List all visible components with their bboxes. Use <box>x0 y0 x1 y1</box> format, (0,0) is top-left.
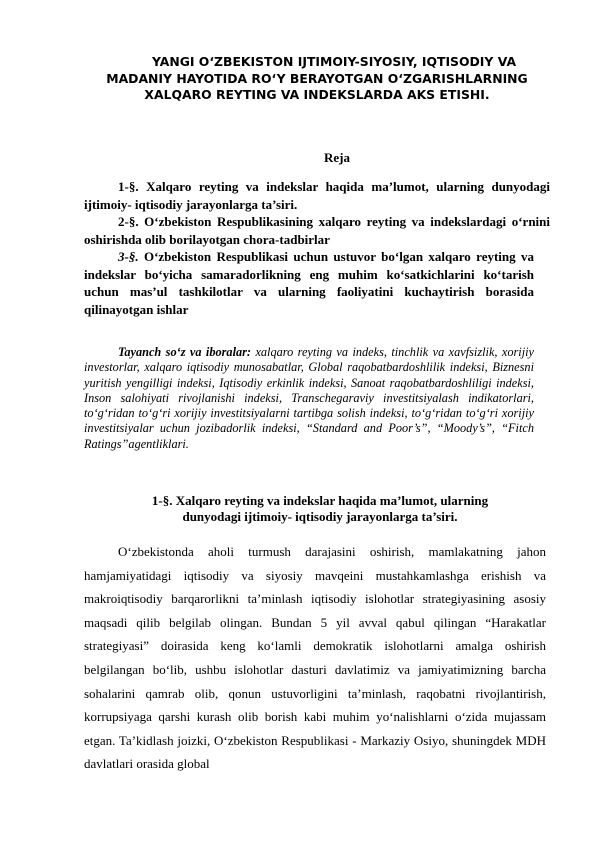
section-heading <box>120 493 520 525</box>
plan-item-3-text: O‘zbekiston Respublikasi uchun ustuvor bo‘lgan xalqaro reyting va indekslar bo‘yicha samaradorlikning eng muhim ko‘satkichlarini ko‘tarish uchun mas’ul tashkilotlar va ularning faoliyatini kuchaytirish borasida qilinayotgan ishlar <box>84 249 534 317</box>
plan-item-2: 2-§. O‘zbekiston Respublikasining xalqaro reyting va indekslardagi o‘rnini oshirishda olib borilayotgan chora-tadbirlar <box>84 214 550 247</box>
plan-list <box>84 178 550 318</box>
plan-item-3-number: 3-§. <box>118 249 139 264</box>
plan-item-1: 1-§. Xalqaro reyting va indekslar haqida ma’lumot, ularning dunyodagi ijtimoiy- iqtisodiy jarayonlarga ta’siri. <box>84 179 550 212</box>
keywords-label: Tayanch so‘z va iboralar: <box>118 345 252 359</box>
section-heading-line-1: 1-§. Xalqaro reyting va indekslar haqida ma’lumot, ularning <box>151 493 489 508</box>
section-heading-line-2: dunyodagi ijtimoiy- iqtisodiy jarayonlarga ta’siri. <box>182 509 458 524</box>
body-paragraph-text: O‘zbekistonda aholi turmush darajasini oshirish, mamlakatning jahon hamjamiyatidagi iqtisodiy va siyosiy mavqeini mustahkamlashga erishish va makroiqtisodiy barqarorlikni ta’minlash iqtisodiy islohotlar strategiyasining asosiy maqsadi qilib belgilab olingan. Bundan 5 yil avval qabul qilingan “Harakatlar strategiyasi” doirasida keng ko‘lamli demokratik islohotlarni amalga oshirish belgilangan bo‘lib, ushbu islohotlar dasturi davlatimiz va jamiyatimizning barcha sohalarini qamrab olib, qonun ustuvorligini ta’minlash, raqobatni rivojlantirish, korrupsiyaga qarshi kurash olib borish kabi muhim yo‘nalishlarni o‘zida mujassam etgan. Ta’kidlash joizki, O‘zbekiston Respublikasi - Markaziy Osiyo, shuningdek MDH davlatlari orasida global <box>84 544 546 772</box>
document-title: YANGI O‘ZBEKISTON IJTIMOIY-SIYOSIY, IQTISODIY VA MADANIY HAYOTIDA RO‘Y BERAYOTGAN O‘ZGARISHLARNING XALQARO REYTING VA INDEKSLARDA AKS ETISHI. <box>106 54 528 102</box>
body-paragraph <box>84 540 546 776</box>
plan-item-3 <box>84 248 534 318</box>
keywords-text: xalqaro reyting va indeks, tinchlik va xavfsizlik, xorijiy investorlar, xalqaro iqtisodiy munosabatlar, Global raqobatbardoshlilik indeksi, Biznesni yuritish yengilligi indeksi, Iqtisodiy erkinlik indeksi, Sanoat raqobatbardoshliligi indeksi, Inson salohiyati rivojlanishi indeksi, Transchegaraviy investitsiyalash indikatorlari, to‘g‘ridan to‘g‘ri xorijiy investitsiyalarni tartibga solish indeksi, to‘g‘ridan to‘g‘ri xorijiy investitsiyalar uchun jozibadorlik indeksi, “Standard and Poor’s”, “Moody’s”, “Fitch Ratings”agentliklari. <box>84 345 535 451</box>
plan-heading: Reja <box>324 150 350 165</box>
keywords-paragraph <box>84 345 534 452</box>
